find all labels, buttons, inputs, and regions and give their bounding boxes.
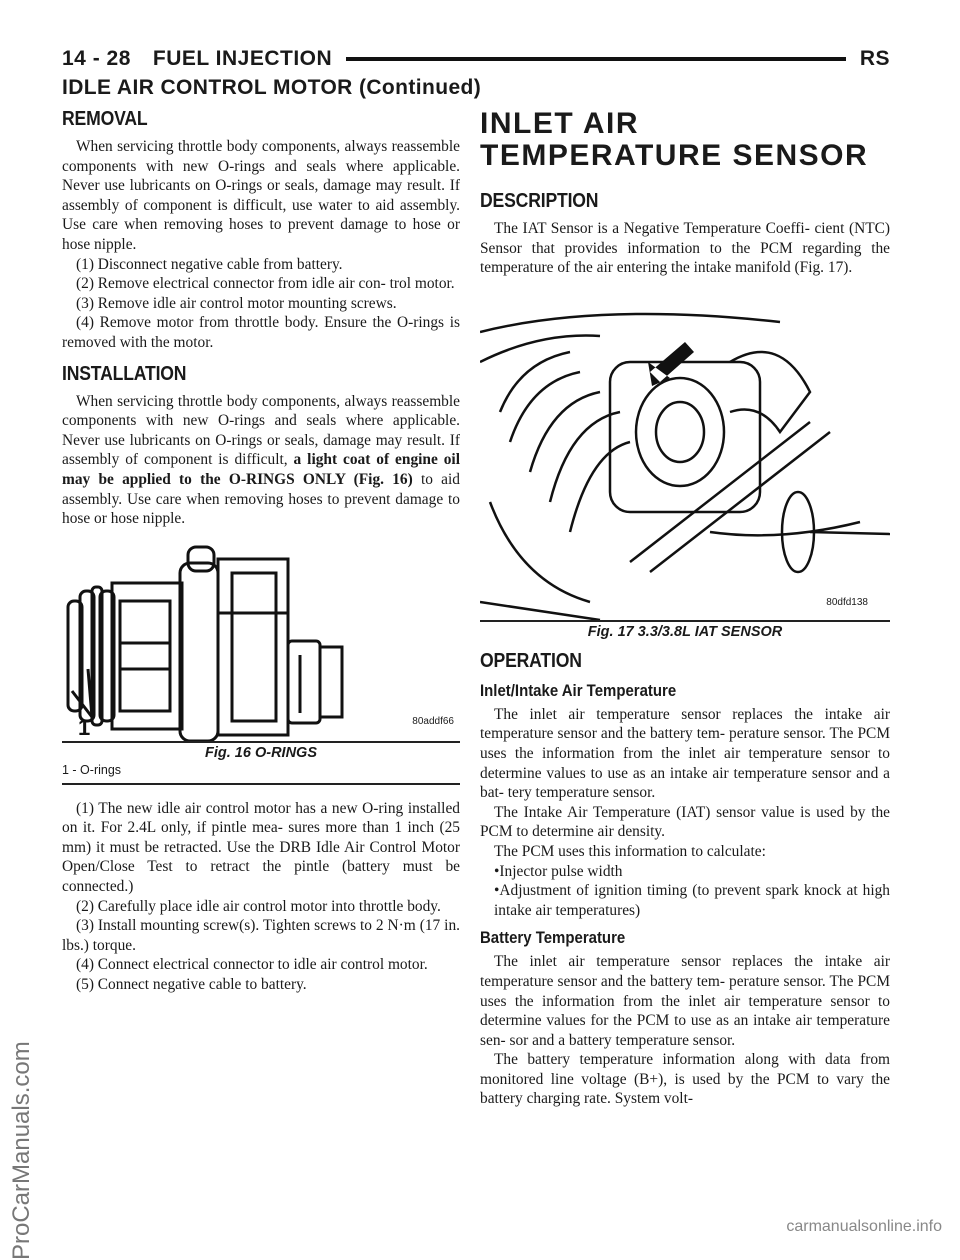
installation-intro [62, 392, 460, 529]
install-step-5: (5) Connect negative cable to battery. [76, 976, 307, 994]
inlet-subheading: Inlet/Intake Air Temperature [480, 680, 677, 700]
fig17-code: 80dfd138 [826, 596, 868, 608]
operation-heading: OPERATION [480, 649, 582, 672]
removal-intro: When servicing throttle body components, always reassemble components with new O-rings and seals where applicable. Never use lubricants on O-rings or seals, damage may result. If assembly of component is difficult, use water to aid assembly. Use care when removing hoses to prevent damage to hose or hose nipple. [62, 138, 460, 253]
iat-sensor-illustration [480, 302, 890, 620]
removal-step-4: (4) Remove motor from throttle body. Ensure the O-rings is removed with the motor. [62, 314, 460, 351]
fig16-code: 80addf66 [412, 715, 454, 727]
battery-paragraph-1: The inlet air temperature sensor replaces the intake air temperature sensor and the battery tem- perature sensor. The PCM uses the information from the inlet air temperature sensor to determine values for the PCM to use as an intake air temperature sen- sor and a battery temperature sensor. [480, 953, 890, 1049]
install-step-1: (1) The new idle air control motor has a new O-ring installed on it. For 2.4L only, if pintle mea- sures more than 1 inch (25 mm) it must be retracted. Use the DRB Idle Air Control Motor Open/Close Test to retract the pintle (battery must be connected.) [62, 799, 460, 896]
bullet-text-2: Adjustment of ignition timing (to prevent spark knock at high intake air temperatures) [494, 882, 890, 919]
header-rule [346, 57, 846, 61]
removal-heading: REMOVAL [62, 108, 148, 130]
removal-step-3: (3) Remove idle air control motor mounting screws. [76, 294, 397, 312]
continued-title: IDLE AIR CONTROL MOTOR (Continued) [62, 76, 482, 99]
installation-intro-a: When servicing throttle body components, always reassemble components with new O-rings and seals where applicable. Never use lubricants on O-rings or seals, damage may result. If assembly of component is difficult, [62, 392, 460, 469]
bullet-text-1: Injector pulse width [499, 862, 623, 880]
left-column [62, 108, 460, 995]
battery-paragraph-2: The battery temperature information along with data from monitored line voltage (B+), is used by the PCM to vary the battery charging rate. System volt- [480, 1051, 890, 1108]
inlet-paragraph-2: The Intake Air Temperature (IAT) sensor value is used by the PCM to determine air density. [480, 803, 890, 841]
description-heading: DESCRIPTION [480, 190, 599, 212]
side-watermark: ProCarManuals.com [8, 1041, 35, 1260]
fig17-caption: Fig. 17 3.3/3.8L IAT SENSOR [587, 623, 783, 640]
footer-watermark: carmanualsonline.info [786, 1218, 942, 1235]
removal-step-1: (1) Disconnect negative cable from battery. [76, 255, 343, 273]
inlet-paragraph-3: The PCM uses this information to calculate: [494, 842, 766, 860]
removal-step-2: (2) Remove electrical connector from idle air con- trol motor. [76, 275, 455, 293]
page-number: 14 - 28 [62, 47, 131, 70]
installation-intro-b: to aid assembly. Use care when removing hoses to prevent damage to hose or hose nipple. [62, 470, 460, 528]
bullet-item: •Injector pulse width [494, 862, 623, 880]
installation-heading: INSTALLATION [62, 362, 187, 385]
installation-intro-bold: a light coat of engine oil may be applied to the O-RINGS ONLY (Fig. 16) [62, 451, 460, 488]
figure-16 [62, 543, 460, 743]
page-header [62, 44, 890, 74]
bullet-item: •Adjustment of ignition timing (to prevent spark knock at high intake air temperatures) [494, 882, 890, 919]
section-title: FUEL INJECTION [152, 47, 333, 70]
right-column [480, 108, 890, 1109]
battery-subheading: Battery Temperature [480, 928, 626, 948]
vehicle-code: RS [859, 47, 890, 70]
figure-17 [480, 302, 890, 622]
inlet-paragraph-1: The inlet air temperature sensor replaces the intake air temperature sensor and the battery tem- perature sensor. The PCM uses the information from the inlet air temperature sensor to determine values to use as an intake air temperature sensor and a bat- tery temperature sensor. [480, 705, 890, 802]
callout-1: 1 [78, 714, 91, 740]
install-step-4: (4) Connect electrical connector to idle air control motor. [76, 956, 428, 974]
fig16-legend: 1 - O-rings [62, 762, 122, 777]
main-heading: INLET AIR TEMPERATURE SENSOR [480, 107, 869, 172]
fig16-caption: Fig. 16 O-RINGS [205, 744, 317, 761]
o-rings-illustration [62, 543, 460, 741]
install-step-2: (2) Carefully place idle air control motor into throttle body. [76, 897, 441, 915]
description-text: The IAT Sensor is a Negative Temperature Coeffi- cient (NTC) Sensor that provides information to the PCM regarding the temperature of the air entering the intake manifold (Fig. 17). [480, 220, 890, 277]
install-step-3: (3) Install mounting screw(s). Tighten screws to 2 N·m (17 in. lbs.) torque. [62, 917, 460, 954]
